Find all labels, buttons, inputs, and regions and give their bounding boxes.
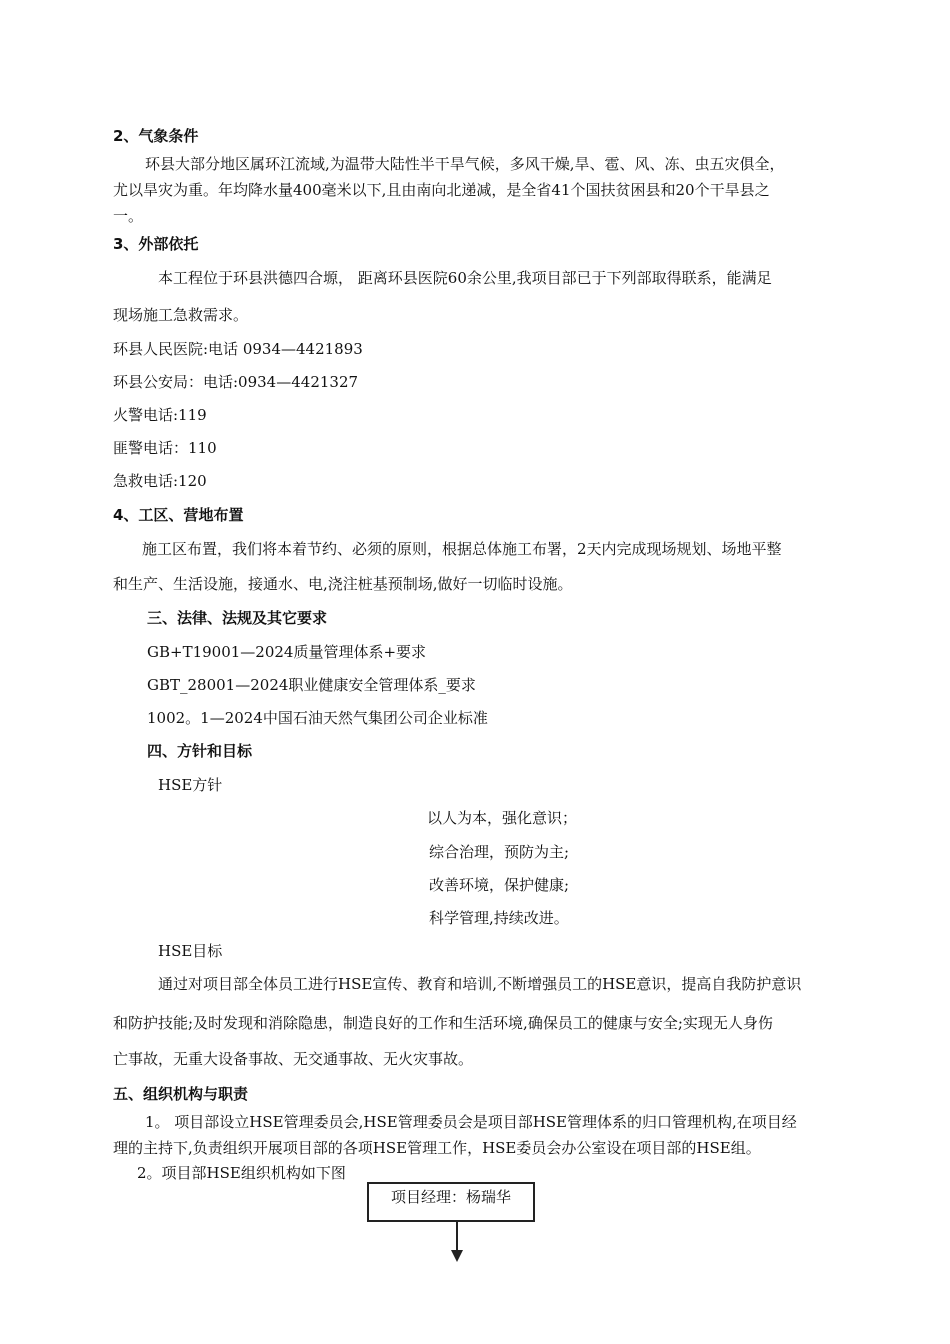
law-item: 1002。1—2024中国石油天然气集团公司企业标准 [147, 709, 488, 727]
org-chart-manager-box: 项目经理：杨瑞华 [367, 1182, 535, 1222]
hse-policy-label: HSE方针 [158, 776, 223, 794]
law-item: GB+T19001—2024质量管理体系+要求 [147, 643, 427, 661]
weather-paragraph-line: 尤以旱灾为重。年均降水量400毫米以下,且由南向北递减，是全省41个国扶贫困县和20个干旱县之 [113, 181, 770, 199]
contact-hospital: 环县人民医院:电话 0934—4421893 [113, 340, 363, 358]
heading-weather: 2、气象条件 [113, 127, 199, 145]
policy-line: 科学管理,持续改进。 [429, 909, 569, 927]
goal-paragraph-line: 和防护技能;及时发现和消除隐患，制造良好的工作和生活环境,确保员工的健康与安全;实现无人身伤 [113, 1014, 773, 1032]
policy-line: 以人为本，强化意识； [427, 809, 578, 827]
law-item: GBT_28001—2024职业健康安全管理体系_要求 [147, 676, 476, 694]
heading-site-layout: 4、工区、营地布置 [113, 506, 244, 524]
arrow-down-icon [451, 1250, 463, 1262]
weather-paragraph-line: 环县大部分地区属环江流域,为温带大陆性半干旱气候，多风干燥,旱、雹、风、冻、虫五灾俱全， [145, 155, 785, 173]
contact-police: 匪警电话：110 [113, 439, 217, 457]
external-paragraph-line: 现场施工急救需求。 [113, 306, 249, 324]
org-paragraph-line: 理的主持下,负责组织开展项目部的各项HSE管理工作，HSE委员会办公室设在项目部的HSE组。 [113, 1139, 761, 1157]
site-paragraph-line: 施工区布置，我们将本着节约、必须的原则，根据总体施工布署，2天内完成现场规划、场地平整 [142, 540, 782, 558]
heading-laws: 三、法律、法规及其它要求 [147, 609, 328, 627]
hse-goal-label: HSE目标 [158, 942, 223, 960]
heading-policy: 四、方针和目标 [147, 742, 253, 760]
external-paragraph-line: 本工程位于环县洪德四合塬， 距离环县医院60余公里,我项目部已于下列部取得联系，能满足 [158, 269, 772, 287]
org-paragraph-line: 2。项目部HSE组织机构如下图 [137, 1164, 346, 1182]
contact-police-bureau: 环县公安局：电话:0934—4421327 [113, 373, 359, 391]
site-paragraph-line: 和生产、生活设施，接通水、电,浇注桩基预制场,做好一切临时设施。 [113, 575, 573, 593]
weather-paragraph-line: 一。 [113, 207, 144, 225]
goal-paragraph-line: 亡事故，无重大设备事故、无交通事故、无火灾事故。 [113, 1050, 474, 1068]
heading-organization: 五、组织机构与职责 [113, 1085, 249, 1103]
policy-line: 改善环境，保护健康; [429, 876, 570, 894]
org-chart-connector-line [456, 1222, 458, 1252]
org-paragraph-line: 1。 项目部设立HSE管理委员会,HSE管理委员会是项目部HSE管理体系的归口管理机构,在项目经 [145, 1113, 797, 1131]
policy-line: 综合治理，预防为主; [429, 843, 570, 861]
contact-ambulance: 急救电话:120 [113, 472, 207, 490]
goal-paragraph-line: 通过对项目部全体员工进行HSE宣传、教育和培训,不断增强员工的HSE意识，提高自我防护意识 [158, 975, 802, 993]
heading-external-support: 3、外部依托 [113, 235, 199, 253]
contact-fire: 火警电话:119 [113, 406, 207, 424]
